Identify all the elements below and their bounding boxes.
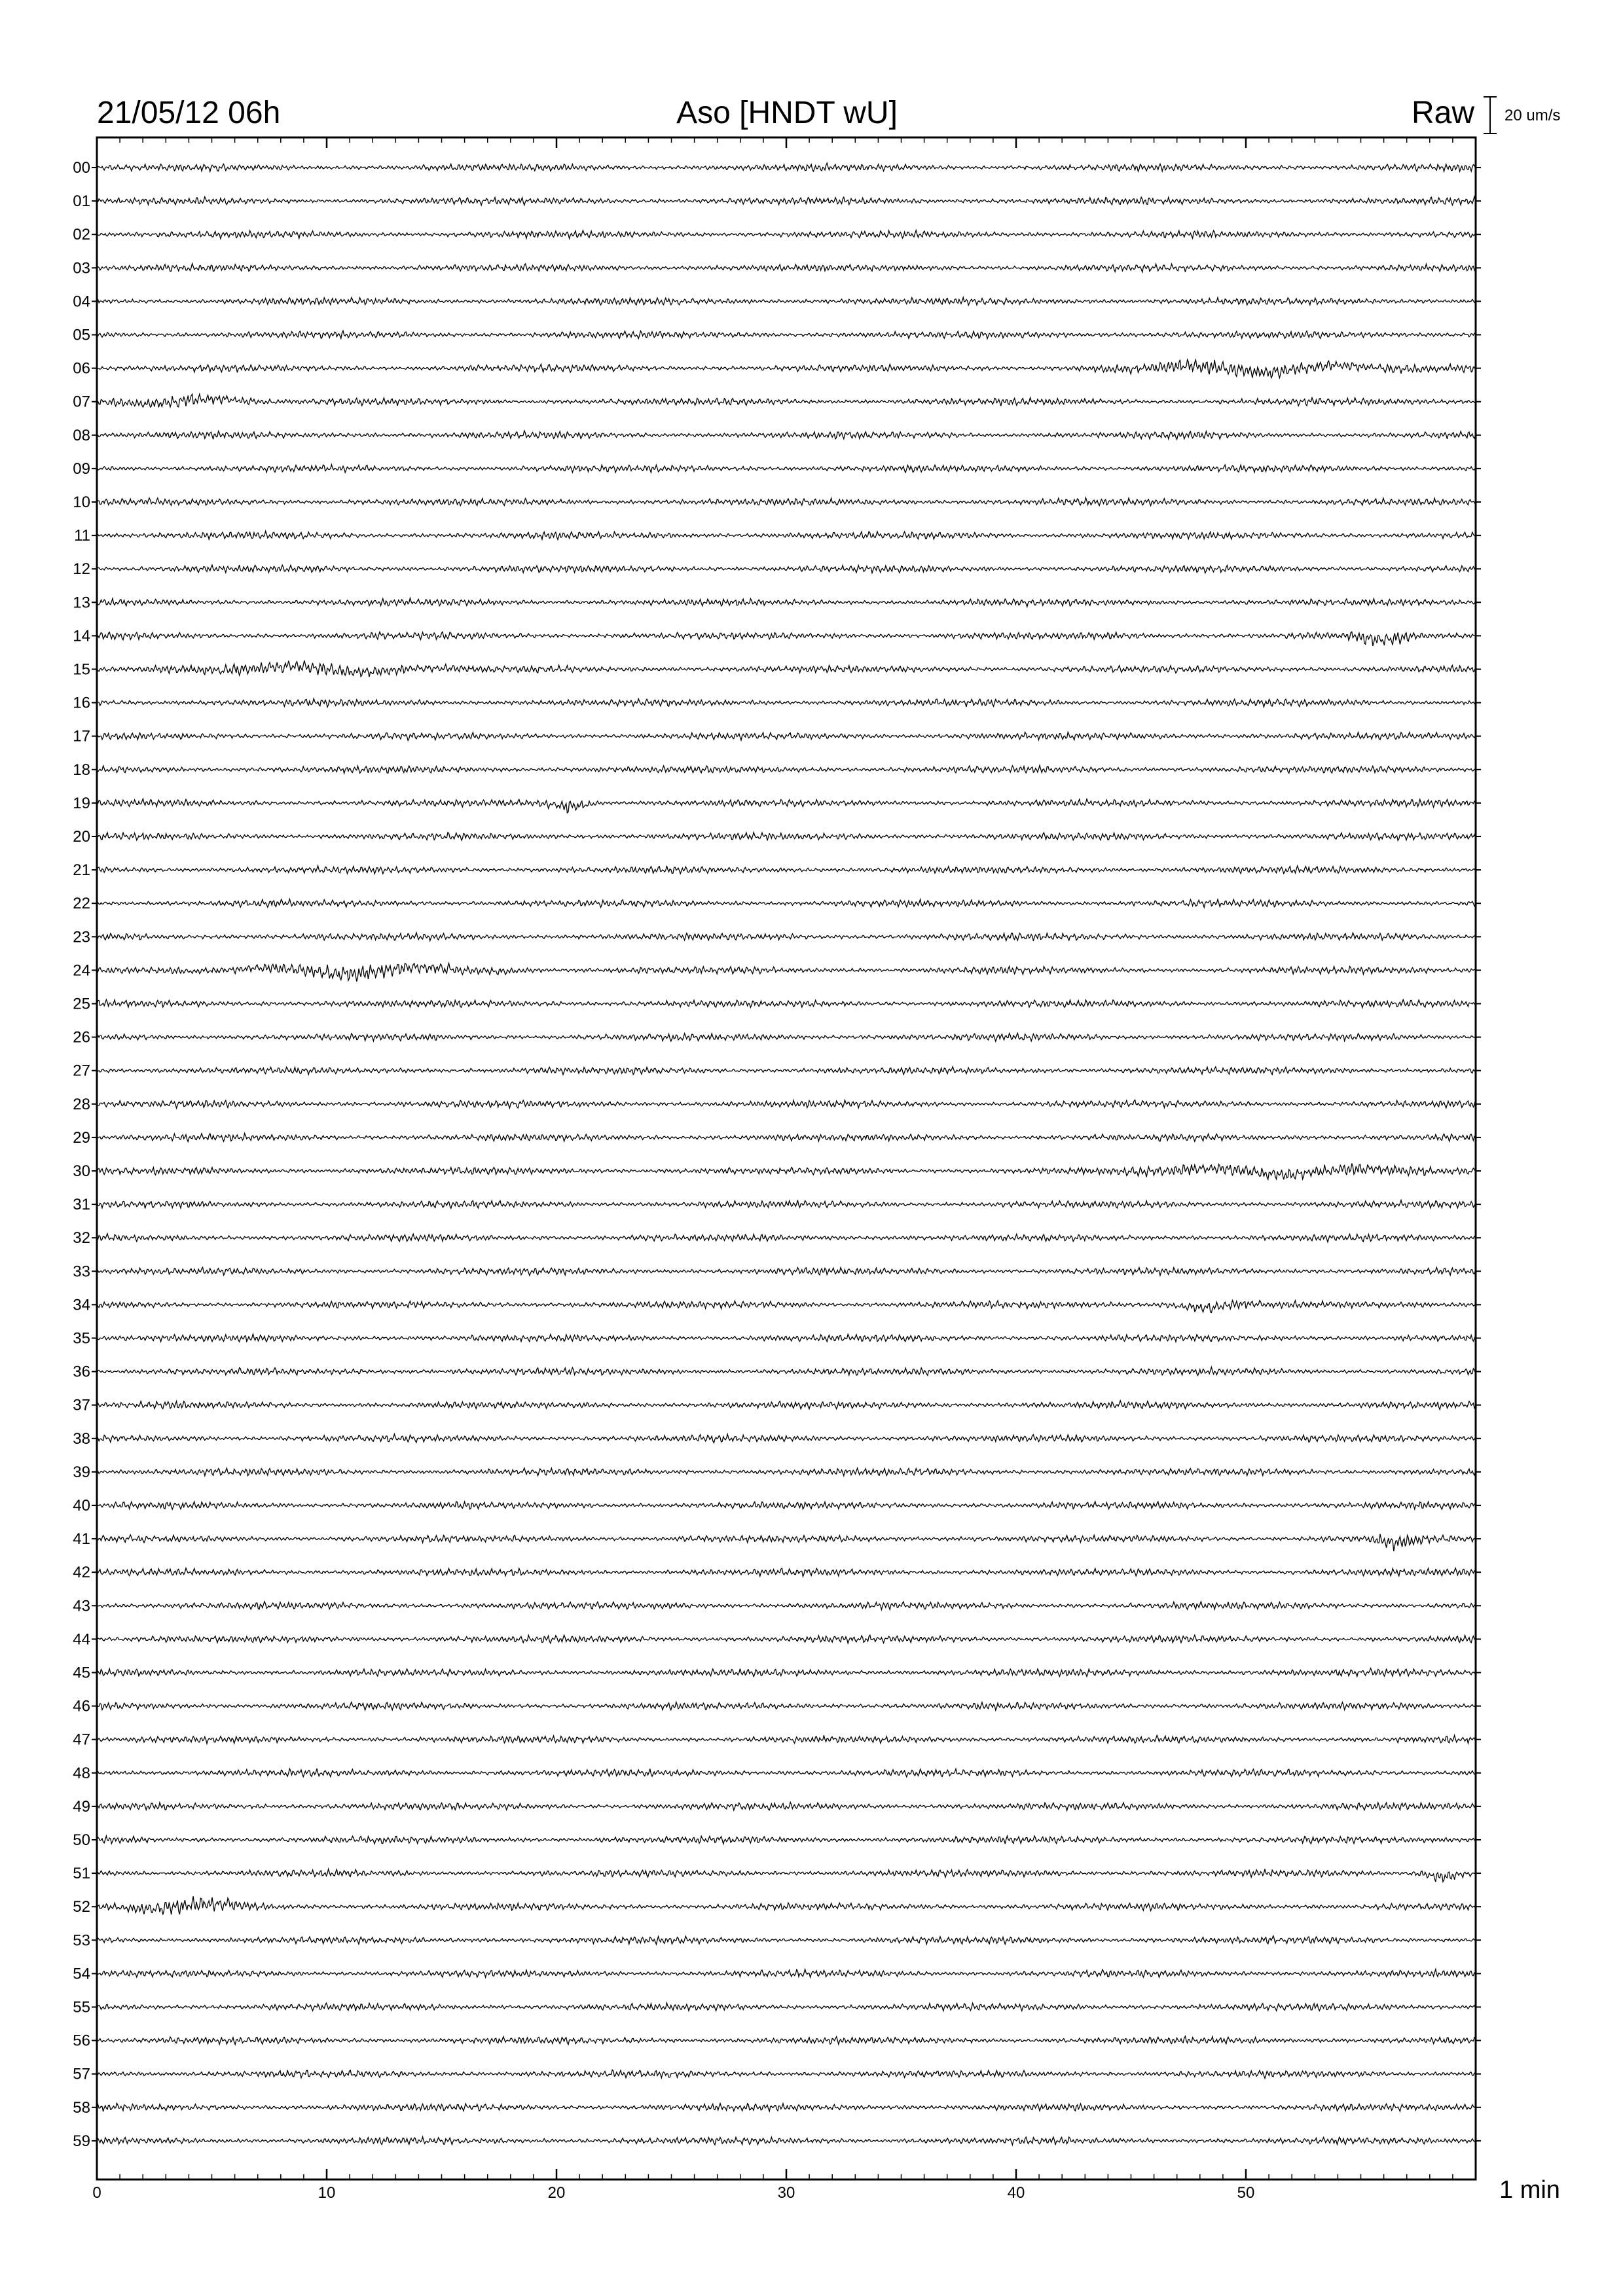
row-label-23: 23 <box>73 928 90 946</box>
trace-row-42 <box>97 1568 1476 1577</box>
row-label-07: 07 <box>73 393 90 411</box>
row-label-31: 31 <box>73 1196 90 1214</box>
trace-row-08 <box>97 431 1476 439</box>
trace-row-43 <box>97 1602 1476 1610</box>
row-label-13: 13 <box>73 594 90 612</box>
trace-row-35 <box>97 1334 1476 1342</box>
row-label-08: 08 <box>73 426 90 444</box>
trace-row-02 <box>97 230 1476 239</box>
trace-row-09 <box>97 465 1476 473</box>
row-label-41: 41 <box>73 1530 90 1549</box>
trace-row-41 <box>97 1534 1476 1551</box>
row-label-16: 16 <box>73 694 90 712</box>
row-label-20: 20 <box>73 828 90 846</box>
row-label-34: 34 <box>73 1296 90 1314</box>
trace-row-45 <box>97 1668 1476 1677</box>
row-label-43: 43 <box>73 1597 90 1615</box>
trace-row-55 <box>97 2003 1476 2011</box>
trace-row-20 <box>97 833 1476 841</box>
row-label-04: 04 <box>73 293 90 311</box>
row-label-15: 15 <box>73 660 90 679</box>
trace-row-00 <box>97 163 1476 171</box>
row-label-12: 12 <box>73 560 90 579</box>
trace-row-38 <box>97 1434 1476 1443</box>
row-labels <box>73 159 90 2150</box>
row-label-44: 44 <box>73 1630 90 1649</box>
trace-row-51 <box>97 1869 1476 1882</box>
row-ticks <box>92 168 1481 2141</box>
row-label-36: 36 <box>73 1363 90 1381</box>
x-unit-label: 1 min <box>1499 2176 1560 2204</box>
row-label-57: 57 <box>73 2065 90 2083</box>
x-axis-tick-labels <box>92 2184 1254 2202</box>
trace-row-54 <box>97 1969 1476 1977</box>
trace-row-46 <box>97 1702 1476 1710</box>
trace-row-04 <box>97 297 1476 305</box>
row-label-58: 58 <box>73 2098 90 2117</box>
mode-title: Raw <box>1411 96 1474 130</box>
trace-row-33 <box>97 1267 1476 1276</box>
row-label-27: 27 <box>73 1062 90 1080</box>
date-hour-title: 21/05/12 06h <box>97 96 281 130</box>
row-label-53: 53 <box>73 1931 90 1950</box>
trace-row-23 <box>97 933 1476 941</box>
trace-row-53 <box>97 1936 1476 1945</box>
traces <box>97 163 1476 2145</box>
trace-row-28 <box>97 1100 1476 1109</box>
trace-row-15 <box>97 660 1476 677</box>
row-label-00: 00 <box>73 159 90 177</box>
row-label-38: 38 <box>73 1429 90 1448</box>
trace-row-37 <box>97 1401 1476 1410</box>
row-label-28: 28 <box>73 1095 90 1113</box>
trace-row-56 <box>97 2036 1476 2045</box>
row-label-45: 45 <box>73 1664 90 1682</box>
trace-row-30 <box>97 1164 1476 1180</box>
trace-row-44 <box>97 1635 1476 1643</box>
trace-row-01 <box>97 197 1476 206</box>
row-label-47: 47 <box>73 1731 90 1749</box>
row-label-09: 09 <box>73 459 90 478</box>
row-label-42: 42 <box>73 1564 90 1582</box>
row-label-06: 06 <box>73 359 90 378</box>
row-label-30: 30 <box>73 1162 90 1180</box>
trace-row-21 <box>97 866 1476 874</box>
trace-row-17 <box>97 732 1476 741</box>
row-label-25: 25 <box>73 995 90 1013</box>
row-label-11: 11 <box>74 527 90 545</box>
row-label-14: 14 <box>73 627 90 645</box>
row-label-35: 35 <box>73 1329 90 1348</box>
trace-row-06 <box>97 360 1476 378</box>
trace-row-47 <box>97 1735 1476 1744</box>
trace-row-07 <box>97 394 1476 407</box>
row-label-56: 56 <box>73 2032 90 2050</box>
trace-row-59 <box>97 2137 1476 2145</box>
row-label-55: 55 <box>73 1998 90 2017</box>
trace-row-49 <box>97 1803 1476 1811</box>
x-tick-label-0: 0 <box>92 2184 101 2202</box>
x-tick-label-40: 40 <box>1007 2184 1025 2202</box>
row-label-49: 49 <box>73 1797 90 1816</box>
trace-row-14 <box>97 632 1476 646</box>
row-label-03: 03 <box>73 259 90 278</box>
trace-row-03 <box>97 264 1476 272</box>
trace-row-48 <box>97 1768 1476 1777</box>
trace-row-29 <box>97 1134 1476 1142</box>
row-label-33: 33 <box>73 1263 90 1281</box>
trace-row-50 <box>97 1836 1476 1844</box>
row-label-29: 29 <box>73 1128 90 1147</box>
trace-row-18 <box>97 765 1476 773</box>
scale-bar-label: 20 um/s <box>1504 107 1561 124</box>
row-label-37: 37 <box>73 1396 90 1414</box>
trace-row-24 <box>97 963 1476 982</box>
row-label-40: 40 <box>73 1497 90 1515</box>
row-label-10: 10 <box>73 493 90 511</box>
row-label-51: 51 <box>73 1865 90 1883</box>
trace-row-58 <box>97 2103 1476 2111</box>
trace-row-13 <box>97 598 1476 607</box>
row-label-48: 48 <box>73 1764 90 1782</box>
scale-bar <box>1484 97 1560 134</box>
trace-row-57 <box>97 2070 1476 2079</box>
trace-row-40 <box>97 1501 1476 1509</box>
row-label-59: 59 <box>73 2132 90 2150</box>
row-label-46: 46 <box>73 1697 90 1715</box>
row-label-21: 21 <box>73 861 90 880</box>
row-label-24: 24 <box>73 961 90 980</box>
row-label-52: 52 <box>73 1898 90 1916</box>
row-label-05: 05 <box>73 326 90 344</box>
trace-row-10 <box>97 497 1476 505</box>
x-tick-label-10: 10 <box>318 2184 336 2202</box>
trace-row-22 <box>97 899 1476 908</box>
row-label-39: 39 <box>73 1463 90 1481</box>
trace-row-26 <box>97 1033 1476 1041</box>
row-label-22: 22 <box>73 895 90 913</box>
trace-row-19 <box>97 798 1476 813</box>
trace-row-32 <box>97 1234 1476 1242</box>
row-label-18: 18 <box>73 761 90 779</box>
trace-row-12 <box>97 565 1476 573</box>
row-label-19: 19 <box>73 794 90 812</box>
trace-row-25 <box>97 999 1476 1007</box>
trace-row-05 <box>97 331 1476 338</box>
row-label-26: 26 <box>73 1028 90 1047</box>
station-title: Aso [HNDT wU] <box>676 96 898 130</box>
row-label-02: 02 <box>73 226 90 244</box>
row-label-50: 50 <box>73 1831 90 1849</box>
trace-row-16 <box>97 698 1476 707</box>
x-tick-label-50: 50 <box>1237 2184 1255 2202</box>
row-label-54: 54 <box>73 1965 90 1983</box>
row-label-17: 17 <box>73 727 90 745</box>
x-tick-label-30: 30 <box>777 2184 795 2202</box>
trace-row-36 <box>97 1367 1476 1376</box>
row-label-01: 01 <box>73 192 90 211</box>
trace-row-52 <box>97 1896 1476 1914</box>
trace-row-27 <box>97 1067 1476 1075</box>
trace-row-39 <box>97 1468 1476 1476</box>
trace-row-11 <box>97 531 1476 540</box>
row-label-32: 32 <box>73 1229 90 1247</box>
trace-row-34 <box>97 1300 1476 1313</box>
trace-row-31 <box>97 1200 1476 1209</box>
x-tick-label-20: 20 <box>547 2184 566 2202</box>
